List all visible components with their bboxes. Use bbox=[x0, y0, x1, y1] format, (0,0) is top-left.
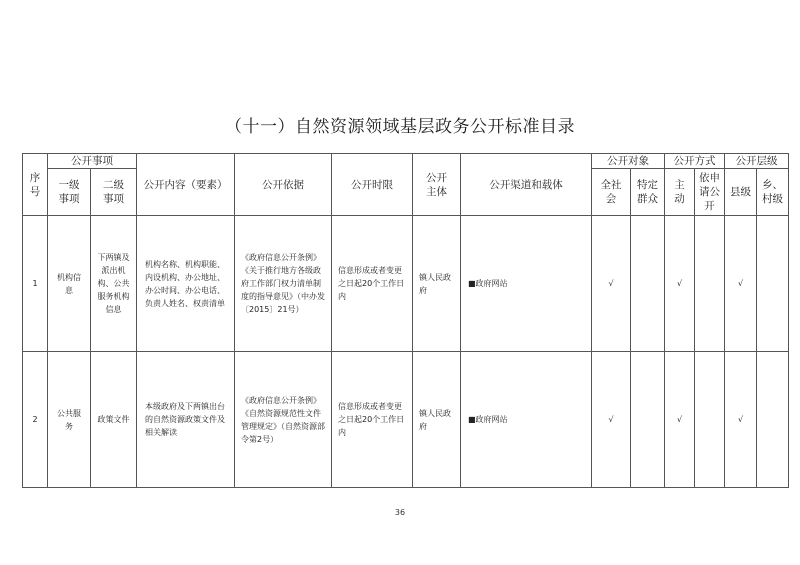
cell-basis bbox=[235, 216, 332, 352]
cell-method-active: √ bbox=[665, 352, 695, 488]
table-row bbox=[23, 216, 789, 352]
header-level-county: 县级 bbox=[725, 169, 757, 216]
cell-level2: 下两镇及派出机构、公共服务机构信息 bbox=[91, 216, 137, 352]
header-seq: 序号 bbox=[23, 154, 48, 216]
cell-seq: 1 bbox=[23, 216, 48, 352]
header-target: 公开对象 bbox=[592, 154, 665, 169]
page-title: （十一）自然资源领域基层政务公开标准目录 bbox=[225, 117, 575, 137]
cell-target-all: √ bbox=[592, 352, 631, 488]
header-method: 公开方式 bbox=[665, 154, 725, 169]
cell-level2: 政策文件 bbox=[91, 352, 137, 488]
cell-method-request bbox=[695, 352, 725, 488]
cell-subject-text: 镇人民政府 bbox=[419, 272, 451, 295]
cell-time-limit-text: 信息形成或者变更之日起20个工作日内 bbox=[338, 402, 405, 437]
catalog-table bbox=[22, 153, 789, 488]
cell-method-active: √ bbox=[665, 216, 695, 352]
cell-level1: 公共服务 bbox=[48, 352, 91, 488]
cell-target-specific bbox=[631, 216, 665, 352]
cell-target-all: √ bbox=[592, 216, 631, 352]
header-target-all: 全社会 bbox=[592, 169, 631, 216]
cell-method-request bbox=[695, 216, 725, 352]
header-basis: 公开依据 bbox=[235, 154, 332, 216]
cell-time-limit-text: 信息形成或者变更之日起20个工作日内 bbox=[338, 266, 405, 301]
header-level-town: 乡、村级 bbox=[757, 169, 789, 216]
header-public-items: 公开事项 bbox=[48, 154, 137, 169]
page-number: 36 bbox=[394, 508, 406, 517]
header-method-request: 依申请公开 bbox=[695, 169, 725, 216]
cell-time-limit bbox=[332, 352, 413, 488]
header-method-active: 主动 bbox=[665, 169, 695, 216]
cell-basis-text: 《政府信息公开条例》《关于推行地方各级政府工作部门权力清单制度的指导意见》（中办发〔2015〕21号） bbox=[241, 253, 325, 314]
cell-content-text: 本级政府及下两镇出台的自然资源政策文件及相关解读 bbox=[145, 402, 225, 437]
header-level2: 二级事项 bbox=[91, 169, 137, 216]
header-subject: 公开主体 bbox=[413, 154, 461, 216]
cell-level1: 机构信息 bbox=[48, 216, 91, 352]
cell-content-text: 机构名称、机构职能、内设机构、办公地址、办公时间、办公电话、负责人姓名、权责清单 bbox=[145, 259, 225, 308]
cell-level-county: √ bbox=[725, 216, 757, 352]
cell-time-limit bbox=[332, 216, 413, 352]
header-content: 公开内容（要素） bbox=[137, 154, 235, 216]
cell-subject bbox=[413, 216, 461, 352]
table-row bbox=[23, 352, 789, 488]
cell-channel-text: ■政府网站 bbox=[468, 415, 508, 424]
header-row-top bbox=[23, 154, 789, 169]
cell-level-county: √ bbox=[725, 352, 757, 488]
cell-seq: 2 bbox=[23, 352, 48, 488]
cell-subject-text: 镇人民政府 bbox=[419, 408, 451, 431]
header-level: 公开层级 bbox=[725, 154, 789, 169]
header-time-limit: 公开时限 bbox=[332, 154, 413, 216]
cell-target-specific bbox=[631, 352, 665, 488]
cell-level-town bbox=[757, 216, 789, 352]
cell-basis-text: 《政府信息公开条例》《自然资源规范性文件管理规定》（自然资源部令第2号） bbox=[241, 395, 325, 444]
header-channel: 公开渠道和载体 bbox=[461, 154, 592, 216]
header-target-specific: 特定群众 bbox=[631, 169, 665, 216]
cell-channel bbox=[461, 352, 592, 488]
cell-content bbox=[137, 216, 235, 352]
header-level1: 一级事项 bbox=[48, 169, 91, 216]
cell-channel-text: ■政府网站 bbox=[468, 279, 508, 288]
cell-content bbox=[137, 352, 235, 488]
cell-subject bbox=[413, 352, 461, 488]
cell-channel bbox=[461, 216, 592, 352]
cell-basis bbox=[235, 352, 332, 488]
cell-level-town bbox=[757, 352, 789, 488]
